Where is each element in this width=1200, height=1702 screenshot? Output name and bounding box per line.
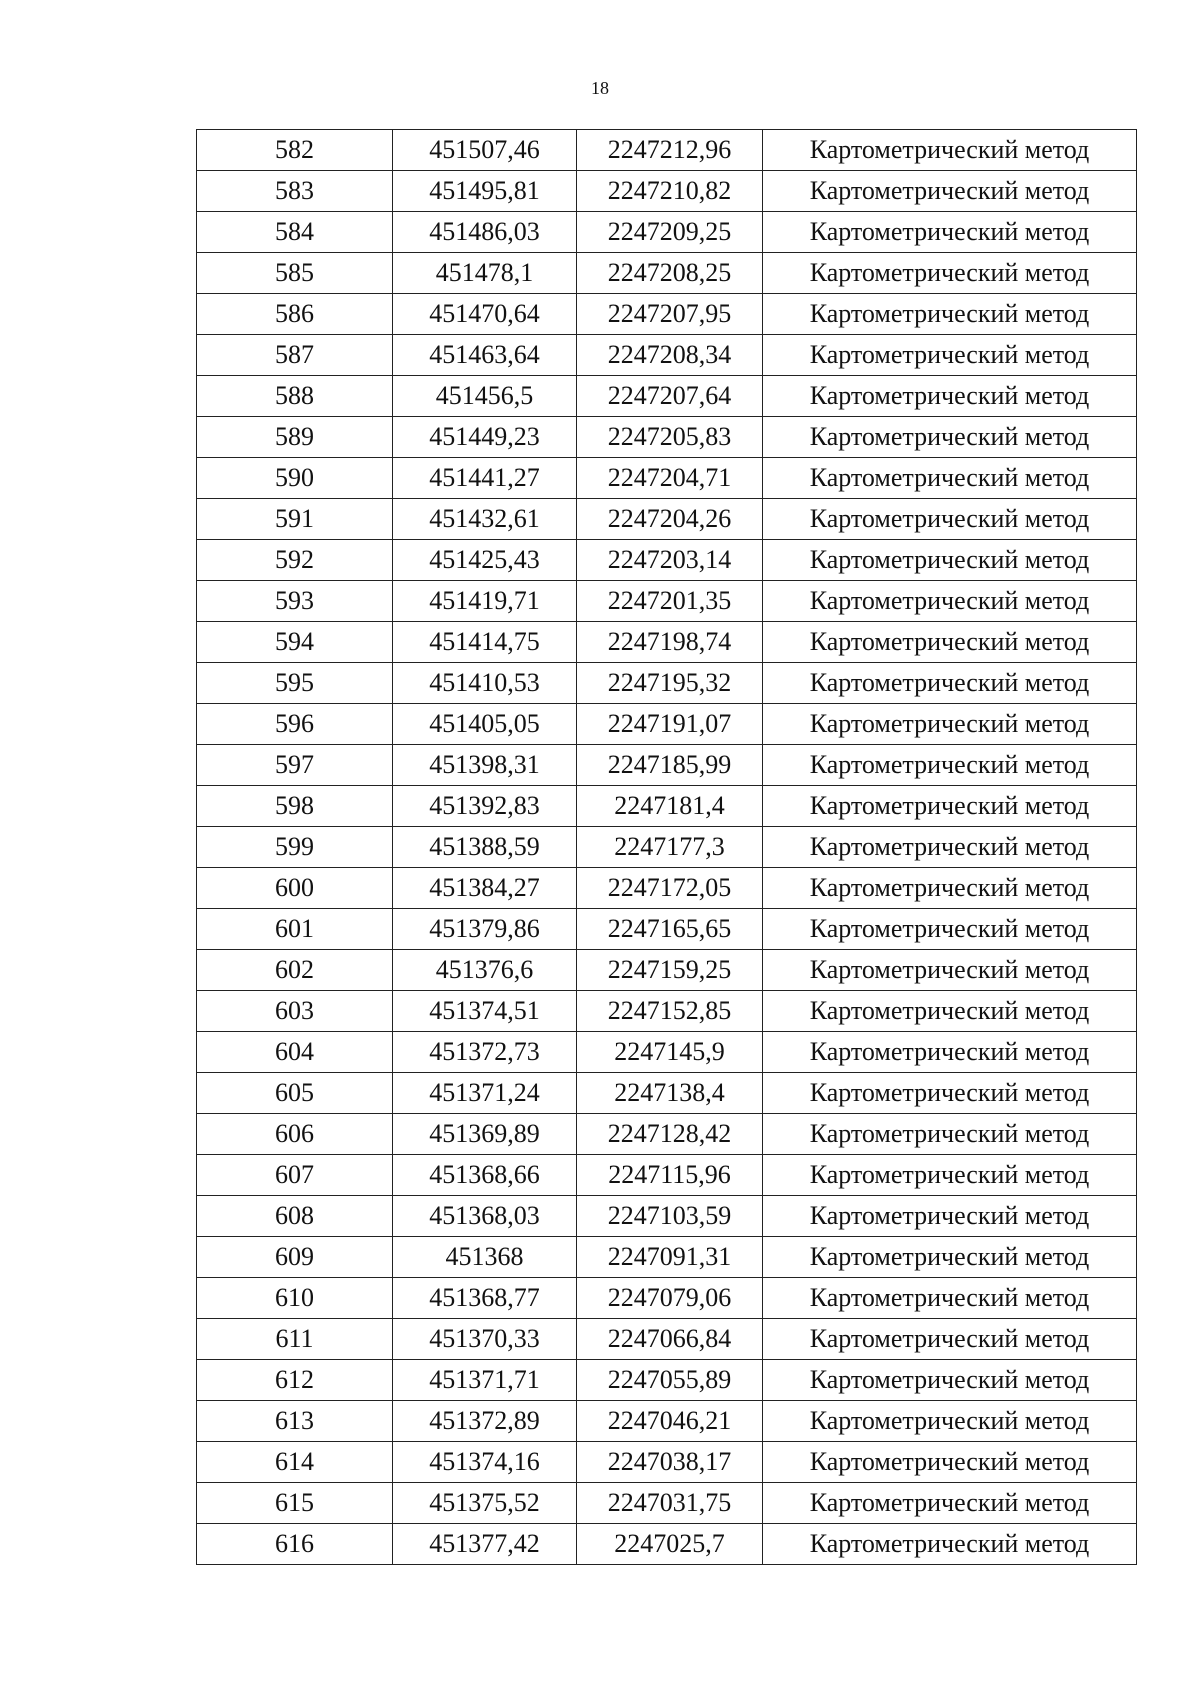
- method-cell: Картометрический метод: [763, 622, 1137, 663]
- x-coordinate-cell: 451425,43: [393, 540, 577, 581]
- y-coordinate-cell: 2247038,17: [577, 1442, 763, 1483]
- point-number-cell: 599: [197, 827, 393, 868]
- method-cell: Картометрический метод: [763, 1319, 1137, 1360]
- table-row: [197, 294, 1137, 335]
- y-coordinate-cell: 2247185,99: [577, 745, 763, 786]
- method-cell: Картометрический метод: [763, 704, 1137, 745]
- x-coordinate-cell: 451372,73: [393, 1032, 577, 1073]
- x-coordinate-cell: 451371,24: [393, 1073, 577, 1114]
- x-coordinate-cell: 451419,71: [393, 581, 577, 622]
- method-cell: Картометрический метод: [763, 1442, 1137, 1483]
- method-cell: Картометрический метод: [763, 581, 1137, 622]
- method-cell: Картометрический метод: [763, 212, 1137, 253]
- y-coordinate-cell: 2247204,71: [577, 458, 763, 499]
- x-coordinate-cell: 451449,23: [393, 417, 577, 458]
- method-cell: Картометрический метод: [763, 1483, 1137, 1524]
- table-row: [197, 458, 1137, 499]
- point-number-cell: 600: [197, 868, 393, 909]
- table-row: [197, 1032, 1137, 1073]
- table-row: [197, 417, 1137, 458]
- x-coordinate-cell: 451432,61: [393, 499, 577, 540]
- point-number-cell: 593: [197, 581, 393, 622]
- table-row: [197, 909, 1137, 950]
- y-coordinate-cell: 2247181,4: [577, 786, 763, 827]
- point-number-cell: 597: [197, 745, 393, 786]
- table-row: [197, 1278, 1137, 1319]
- method-cell: Картометрический метод: [763, 335, 1137, 376]
- method-cell: Картометрический метод: [763, 1196, 1137, 1237]
- y-coordinate-cell: 2247207,95: [577, 294, 763, 335]
- point-number-cell: 586: [197, 294, 393, 335]
- y-coordinate-cell: 2247191,07: [577, 704, 763, 745]
- method-cell: Картометрический метод: [763, 909, 1137, 950]
- y-coordinate-cell: 2247138,4: [577, 1073, 763, 1114]
- table-row: [197, 1401, 1137, 1442]
- point-number-cell: 605: [197, 1073, 393, 1114]
- table-row: [197, 499, 1137, 540]
- point-number-cell: 596: [197, 704, 393, 745]
- method-cell: Картометрический метод: [763, 1032, 1137, 1073]
- point-number-cell: 611: [197, 1319, 393, 1360]
- table-row: [197, 130, 1137, 171]
- y-coordinate-cell: 2247165,65: [577, 909, 763, 950]
- y-coordinate-cell: 2247079,06: [577, 1278, 763, 1319]
- coordinates-table: [196, 129, 1137, 1565]
- point-number-cell: 598: [197, 786, 393, 827]
- method-cell: Картометрический метод: [763, 253, 1137, 294]
- point-number-cell: 613: [197, 1401, 393, 1442]
- x-coordinate-cell: 451368,03: [393, 1196, 577, 1237]
- method-cell: Картометрический метод: [763, 1278, 1137, 1319]
- x-coordinate-cell: 451463,64: [393, 335, 577, 376]
- x-coordinate-cell: 451470,64: [393, 294, 577, 335]
- x-coordinate-cell: 451369,89: [393, 1114, 577, 1155]
- coordinates-table-body: [197, 130, 1137, 1565]
- y-coordinate-cell: 2247198,74: [577, 622, 763, 663]
- method-cell: Картометрический метод: [763, 130, 1137, 171]
- method-cell: Картометрический метод: [763, 294, 1137, 335]
- y-coordinate-cell: 2247115,96: [577, 1155, 763, 1196]
- method-cell: Картометрический метод: [763, 417, 1137, 458]
- table-row: [197, 663, 1137, 704]
- y-coordinate-cell: 2247091,31: [577, 1237, 763, 1278]
- y-coordinate-cell: 2247201,35: [577, 581, 763, 622]
- x-coordinate-cell: 451379,86: [393, 909, 577, 950]
- y-coordinate-cell: 2247207,64: [577, 376, 763, 417]
- point-number-cell: 585: [197, 253, 393, 294]
- table-row: [197, 1319, 1137, 1360]
- method-cell: Картометрический метод: [763, 1524, 1137, 1565]
- x-coordinate-cell: 451377,42: [393, 1524, 577, 1565]
- y-coordinate-cell: 2247031,75: [577, 1483, 763, 1524]
- table-row: [197, 704, 1137, 745]
- table-row: [197, 171, 1137, 212]
- x-coordinate-cell: 451368,66: [393, 1155, 577, 1196]
- method-cell: Картометрический метод: [763, 950, 1137, 991]
- table-row: [197, 950, 1137, 991]
- y-coordinate-cell: 2247055,89: [577, 1360, 763, 1401]
- y-coordinate-cell: 2247046,21: [577, 1401, 763, 1442]
- point-number-cell: 595: [197, 663, 393, 704]
- x-coordinate-cell: 451388,59: [393, 827, 577, 868]
- y-coordinate-cell: 2247145,9: [577, 1032, 763, 1073]
- point-number-cell: 614: [197, 1442, 393, 1483]
- x-coordinate-cell: 451398,31: [393, 745, 577, 786]
- method-cell: Картометрический метод: [763, 1360, 1137, 1401]
- point-number-cell: 589: [197, 417, 393, 458]
- table-row: [197, 376, 1137, 417]
- point-number-cell: 582: [197, 130, 393, 171]
- x-coordinate-cell: 451507,46: [393, 130, 577, 171]
- table-row: [197, 1155, 1137, 1196]
- x-coordinate-cell: 451376,6: [393, 950, 577, 991]
- method-cell: Картометрический метод: [763, 827, 1137, 868]
- page-number: 18: [591, 78, 609, 98]
- y-coordinate-cell: 2247208,25: [577, 253, 763, 294]
- x-coordinate-cell: 451486,03: [393, 212, 577, 253]
- x-coordinate-cell: 451368: [393, 1237, 577, 1278]
- method-cell: Картометрический метод: [763, 458, 1137, 499]
- method-cell: Картометрический метод: [763, 540, 1137, 581]
- y-coordinate-cell: 2247205,83: [577, 417, 763, 458]
- point-number-cell: 592: [197, 540, 393, 581]
- point-number-cell: 591: [197, 499, 393, 540]
- y-coordinate-cell: 2247209,25: [577, 212, 763, 253]
- table-row: [197, 868, 1137, 909]
- table-row: [197, 1442, 1137, 1483]
- y-coordinate-cell: 2247103,59: [577, 1196, 763, 1237]
- x-coordinate-cell: 451384,27: [393, 868, 577, 909]
- table-row: [197, 827, 1137, 868]
- method-cell: Картометрический метод: [763, 1114, 1137, 1155]
- point-number-cell: 603: [197, 991, 393, 1032]
- x-coordinate-cell: 451405,05: [393, 704, 577, 745]
- x-coordinate-cell: 451414,75: [393, 622, 577, 663]
- y-coordinate-cell: 2247128,42: [577, 1114, 763, 1155]
- point-number-cell: 601: [197, 909, 393, 950]
- y-coordinate-cell: 2247195,32: [577, 663, 763, 704]
- method-cell: Картометрический метод: [763, 745, 1137, 786]
- x-coordinate-cell: 451410,53: [393, 663, 577, 704]
- y-coordinate-cell: 2247208,34: [577, 335, 763, 376]
- method-cell: Картометрический метод: [763, 1237, 1137, 1278]
- point-number-cell: 615: [197, 1483, 393, 1524]
- point-number-cell: 588: [197, 376, 393, 417]
- table-row: [197, 335, 1137, 376]
- point-number-cell: 606: [197, 1114, 393, 1155]
- point-number-cell: 590: [197, 458, 393, 499]
- point-number-cell: 602: [197, 950, 393, 991]
- table-row: [197, 1114, 1137, 1155]
- point-number-cell: 612: [197, 1360, 393, 1401]
- table-row: [197, 581, 1137, 622]
- y-coordinate-cell: 2247203,14: [577, 540, 763, 581]
- y-coordinate-cell: 2247152,85: [577, 991, 763, 1032]
- table-row: [197, 1360, 1137, 1401]
- x-coordinate-cell: 451478,1: [393, 253, 577, 294]
- x-coordinate-cell: 451456,5: [393, 376, 577, 417]
- table-row: [197, 786, 1137, 827]
- point-number-cell: 584: [197, 212, 393, 253]
- point-number-cell: 616: [197, 1524, 393, 1565]
- y-coordinate-cell: 2247177,3: [577, 827, 763, 868]
- table-row: [197, 991, 1137, 1032]
- x-coordinate-cell: 451495,81: [393, 171, 577, 212]
- x-coordinate-cell: 451392,83: [393, 786, 577, 827]
- table-row: [197, 1524, 1137, 1565]
- method-cell: Картометрический метод: [763, 663, 1137, 704]
- x-coordinate-cell: 451368,77: [393, 1278, 577, 1319]
- method-cell: Картометрический метод: [763, 1155, 1137, 1196]
- table-row: [197, 253, 1137, 294]
- x-coordinate-cell: 451370,33: [393, 1319, 577, 1360]
- table-row: [197, 745, 1137, 786]
- x-coordinate-cell: 451371,71: [393, 1360, 577, 1401]
- table-row: [197, 1196, 1137, 1237]
- x-coordinate-cell: 451375,52: [393, 1483, 577, 1524]
- y-coordinate-cell: 2247212,96: [577, 130, 763, 171]
- point-number-cell: 583: [197, 171, 393, 212]
- table-row: [197, 1073, 1137, 1114]
- method-cell: Картометрический метод: [763, 376, 1137, 417]
- y-coordinate-cell: 2247025,7: [577, 1524, 763, 1565]
- table-row: [197, 212, 1137, 253]
- method-cell: Картометрический метод: [763, 1073, 1137, 1114]
- table-row: [197, 1237, 1137, 1278]
- table-row: [197, 1483, 1137, 1524]
- method-cell: Картометрический метод: [763, 499, 1137, 540]
- y-coordinate-cell: 2247210,82: [577, 171, 763, 212]
- point-number-cell: 609: [197, 1237, 393, 1278]
- method-cell: Картометрический метод: [763, 868, 1137, 909]
- point-number-cell: 604: [197, 1032, 393, 1073]
- x-coordinate-cell: 451374,16: [393, 1442, 577, 1483]
- x-coordinate-cell: 451441,27: [393, 458, 577, 499]
- point-number-cell: 610: [197, 1278, 393, 1319]
- method-cell: Картометрический метод: [763, 786, 1137, 827]
- method-cell: Картометрический метод: [763, 1401, 1137, 1442]
- y-coordinate-cell: 2247172,05: [577, 868, 763, 909]
- point-number-cell: 607: [197, 1155, 393, 1196]
- x-coordinate-cell: 451372,89: [393, 1401, 577, 1442]
- point-number-cell: 608: [197, 1196, 393, 1237]
- y-coordinate-cell: 2247066,84: [577, 1319, 763, 1360]
- table-row: [197, 622, 1137, 663]
- y-coordinate-cell: 2247159,25: [577, 950, 763, 991]
- table-row: [197, 540, 1137, 581]
- x-coordinate-cell: 451374,51: [393, 991, 577, 1032]
- point-number-cell: 587: [197, 335, 393, 376]
- method-cell: Картометрический метод: [763, 991, 1137, 1032]
- y-coordinate-cell: 2247204,26: [577, 499, 763, 540]
- method-cell: Картометрический метод: [763, 171, 1137, 212]
- point-number-cell: 594: [197, 622, 393, 663]
